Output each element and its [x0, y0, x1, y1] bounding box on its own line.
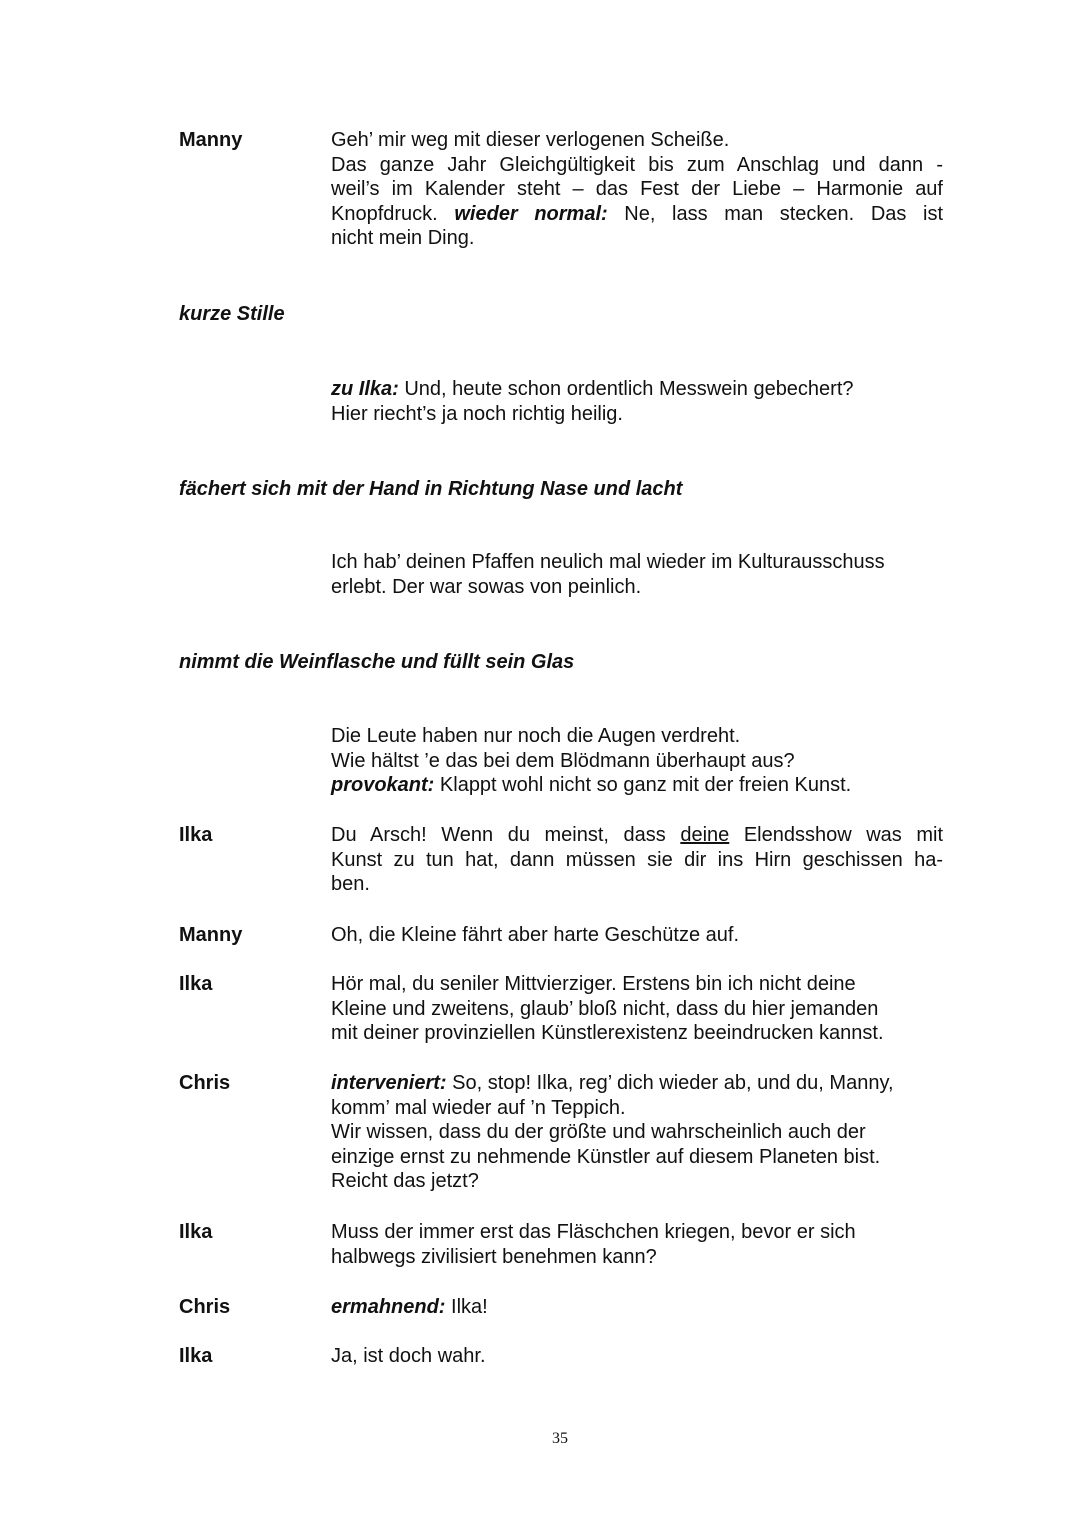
speaker-name: Chris — [179, 1072, 231, 1094]
speech-line — [331, 1295, 943, 1320]
stage-direction-inline: ermahnend: — [331, 1296, 446, 1318]
stage-direction-inline: interveniert: — [331, 1072, 447, 1094]
speech-text — [331, 823, 943, 897]
speech-line: weil’s im Kalender steht – das Fest der Liebe – Harmonie auf — [331, 178, 943, 200]
speech-line — [331, 202, 943, 227]
speech-line: Geh’ mir weg mit dieser verlogenen Scheiße. — [331, 129, 730, 151]
speech-fragment: Klappt wohl nicht so ganz mit der freien Kunst. — [439, 774, 852, 796]
speech-fragment: Und, heute schon ordentlich Messwein gebechert? — [404, 378, 854, 400]
speech-line: Wie hältst ’e das bei dem Blödmann überhaupt aus? — [331, 749, 795, 772]
speech-fragment: Knopfdruck. — [331, 202, 438, 225]
stage-direction: kurze Stille — [179, 303, 285, 325]
stage-direction-inline: zu Ilka: — [331, 378, 399, 400]
speech-text — [331, 1295, 943, 1320]
speech-line: erlebt. Der war sowas von peinlich. — [331, 575, 642, 598]
speaker-name: Ilka — [179, 824, 213, 846]
speech-line: einzige ernst zu nehmende Künstler auf diesem Planeten bist. — [331, 1145, 881, 1168]
speaker-name: Manny — [179, 924, 243, 946]
speech-line: mit deiner provinziellen Künstlerexistenz beeindrucken kannst. — [331, 1022, 884, 1044]
stage-direction-inline: wieder normal: — [454, 202, 608, 225]
speech-fragment: Elendsshow was mit — [743, 824, 944, 846]
speaker-name: Ilka — [179, 1221, 213, 1243]
stage-direction: nimmt die Weinflasche und füllt sein Glas — [179, 651, 575, 673]
underlined-word: deine — [680, 824, 730, 846]
speech-text — [331, 1220, 943, 1269]
speech-line — [331, 773, 943, 798]
speech-line: Wir wissen, dass du der größte und wahrscheinlich auch der — [331, 1121, 866, 1143]
speech-text — [331, 923, 943, 948]
speech-fragment: Ilka! — [451, 1296, 488, 1318]
speech-line: Kleine und zweitens, glaub’ bloß nicht, dass du hier jemanden — [331, 997, 879, 1020]
speech-fragment: Ne, lass man stecken. Das ist — [624, 202, 943, 225]
speech-text — [331, 377, 943, 426]
stage-direction: fächert sich mit der Hand in Richtung Nase und lacht — [179, 478, 683, 500]
speech-line: Die Leute haben nur noch die Augen verdreht. — [331, 725, 741, 747]
speech-line: Muss der immer erst das Fläschchen kriegen, bevor er sich — [331, 1221, 856, 1243]
speaker-name: Ilka — [179, 1345, 213, 1367]
speech-text — [331, 1071, 943, 1194]
speech-line: halbwegs zivilisiert benehmen kann? — [331, 1245, 657, 1268]
speaker-name: Manny — [179, 129, 243, 151]
speech-text — [331, 1344, 943, 1369]
speech-line: ben. — [331, 873, 370, 895]
speech-line: Reicht das jetzt? — [331, 1170, 479, 1192]
speaker-name: Ilka — [179, 973, 213, 995]
speech-text — [331, 972, 943, 1046]
speech-line — [331, 1071, 943, 1096]
speech-line: Hör mal, du seniler Mittvierziger. Erstens bin ich nicht deine — [331, 973, 856, 995]
speech-line: Ja, ist doch wahr. — [331, 1345, 486, 1367]
speech-line: nicht mein Ding. — [331, 227, 475, 249]
speech-line: Ich hab’ deinen Pfaffen neulich mal wieder im Kulturausschuss — [331, 551, 885, 573]
speech-line — [331, 823, 943, 848]
speech-line: Kunst zu tun hat, dann müssen sie dir ins Hirn geschissen ha- — [331, 848, 943, 871]
speaker-name: Chris — [179, 1296, 231, 1318]
speech-text — [331, 724, 943, 798]
speech-line — [331, 377, 943, 402]
speech-line: komm’ mal wieder auf ’n Teppich. — [331, 1096, 626, 1119]
speech-text — [331, 128, 943, 251]
speech-line: Hier riecht’s ja noch richtig heilig. — [331, 402, 623, 425]
stage-direction-inline: provokant: — [331, 774, 435, 796]
speech-line: Das ganze Jahr Gleichgültigkeit bis zum Anschlag und dann - — [331, 153, 943, 176]
speech-fragment: Du Arsch! Wenn du meinst, dass — [331, 824, 666, 846]
speech-line: Oh, die Kleine fährt aber harte Geschütze auf. — [331, 924, 740, 946]
speech-fragment: So, stop! Ilka, reg’ dich wieder ab, und du, Manny, — [452, 1072, 894, 1094]
page-number: 35 — [552, 1430, 568, 1447]
speech-text — [331, 550, 943, 599]
